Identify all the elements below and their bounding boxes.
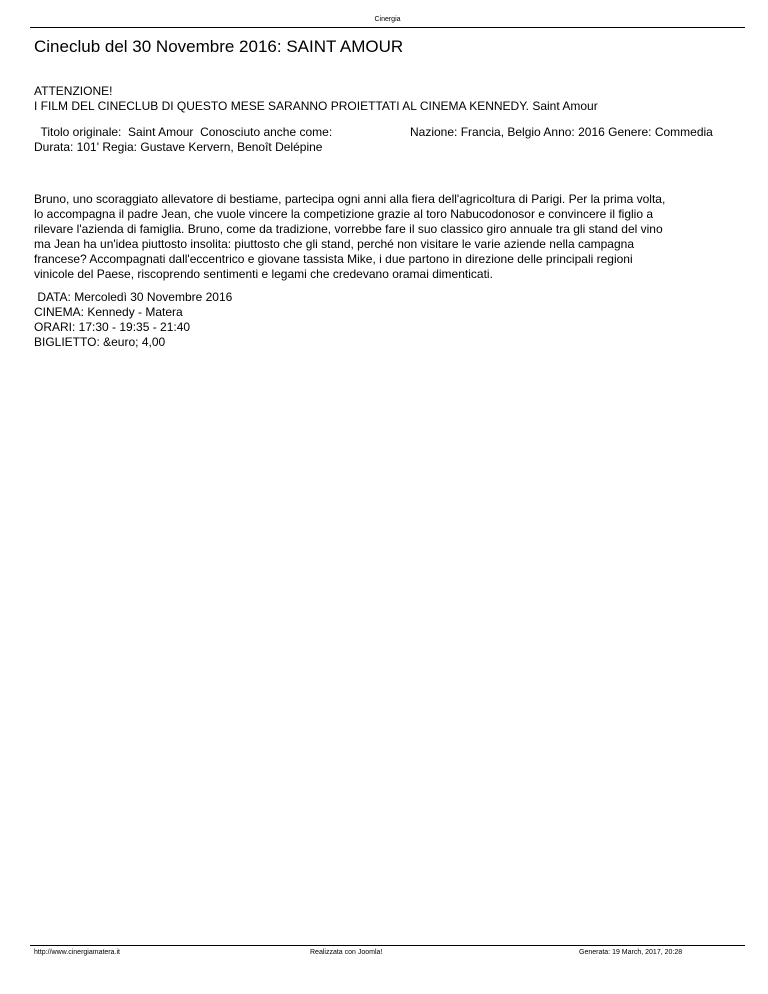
film-metadata-line: Durata: 101' Regia: Gustave Kervern, Benoît Delépine <box>34 140 323 154</box>
film-metadata-line: Titolo originale: Saint Amour Conosciuto anche come: <box>34 125 333 139</box>
synopsis-line: rilevare l'azienda di famiglia. Bruno, come da tradizione, vorrebbe fare il suo classico giro annuale tra gli stand del vino <box>34 222 663 236</box>
attention-notice <box>34 84 598 114</box>
synopsis-line: francese? Accompagnati dall'eccentrico e giovane tassista Mike, i due partono in direzione delle principali regioni <box>34 252 633 266</box>
footer-divider <box>30 945 745 946</box>
screening-times: ORARI: 17:30 - 19:35 - 21:40 <box>34 320 191 334</box>
footer-generated: Generata: 19 March, 2017, 20:28 <box>579 949 683 956</box>
screening-cinema: CINEMA: Kennedy - Matera <box>34 305 183 319</box>
footer-url: http://www.cinergiamatera.it <box>34 949 120 956</box>
attention-text: I FILM DEL CINECLUB DI QUESTO MESE SARANNO PROIETTATI AL CINEMA KENNEDY. Saint Amour <box>34 99 598 113</box>
synopsis-line: Bruno, uno scoraggiato allevatore di bestiame, partecipa ogni anni alla fiera dell'agricoltura di Parigi. Per la prima volta, <box>34 192 666 206</box>
attention-heading: ATTENZIONE! <box>34 84 113 98</box>
synopsis-line: vinicole del Paese, riscoprendo sentimenti e legami che credevano oramai dimenticati. <box>34 267 493 281</box>
film-metadata-line: Nazione: Francia, Belgio Anno: 2016 Genere: Commedia <box>410 125 713 139</box>
document-page <box>30 0 745 994</box>
footer-made-with: Realizzata con Joomla! <box>310 949 383 956</box>
synopsis-line: ma Jean ha un'idea piuttosto insolita: piuttosto che gli stand, perché non visitare le varie aziende nella campagna <box>34 237 634 251</box>
screening-info <box>34 290 232 350</box>
synopsis-line: lo accompagna il padre Jean, che vuole vincere la competizione grazie al toro Nabucodonosor e convincere il figlio a <box>34 207 654 221</box>
film-synopsis <box>34 192 746 282</box>
film-metadata <box>34 125 332 155</box>
header-divider <box>30 27 745 28</box>
site-name: Cinergia <box>374 16 401 23</box>
film-metadata-country <box>410 125 713 140</box>
article-title: Cineclub del 30 Novembre 2016: SAINT AMOUR <box>34 37 404 56</box>
screening-ticket: BIGLIETTO: &euro; 4,00 <box>34 335 166 349</box>
screening-date: DATA: Mercoledì 30 Novembre 2016 <box>34 290 233 304</box>
